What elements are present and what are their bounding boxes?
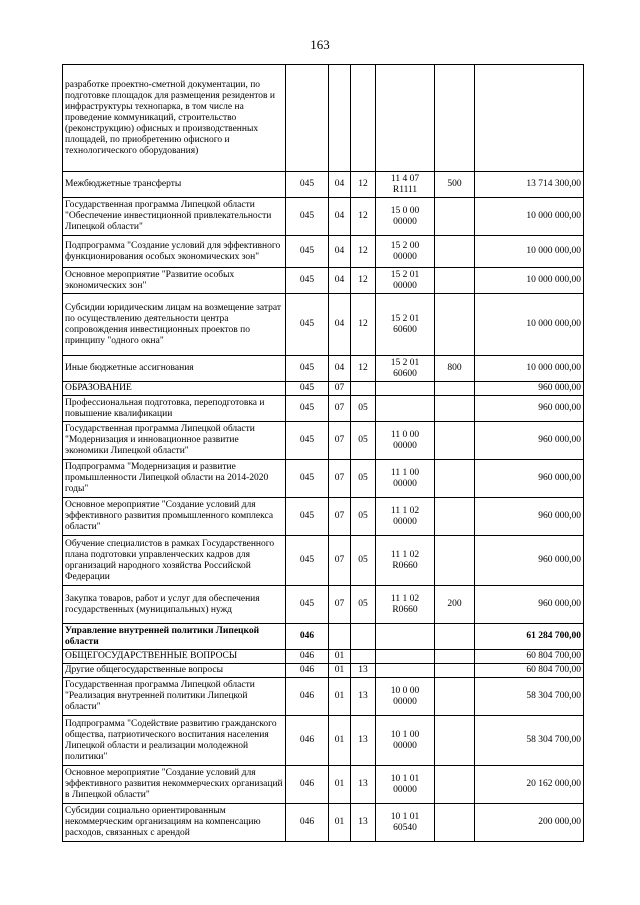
section-code-cell: 01 <box>329 678 351 716</box>
table-row <box>63 356 584 382</box>
table-row <box>63 664 584 678</box>
subsection-code-cell <box>351 650 376 664</box>
amount-cell: 10 000 000,00 <box>475 294 584 356</box>
item-name-cell: Иные бюджетные ассигнования <box>63 356 286 382</box>
grbs-code-cell: 046 <box>286 766 329 804</box>
item-name-cell: Основное мероприятие "Развитие особых экономических зон" <box>63 268 286 294</box>
section-code-cell <box>329 624 351 650</box>
target-article-cell: 11 4 07 R1111 <box>376 172 435 198</box>
item-name-cell: Основное мероприятие "Создание условий для эффективного развития некоммерческих организаций в Липецкой области" <box>63 766 286 804</box>
grbs-code-cell: 045 <box>286 172 329 198</box>
target-article-cell <box>376 65 435 172</box>
amount-cell: 960 000,00 <box>475 586 584 624</box>
item-name-cell: Субсидии юридическим лицам на возмещение затрат по осуществлению деятельности центра сопровождения инвестиционных проектов по принципу "одного окна" <box>63 294 286 356</box>
table-row <box>63 716 584 766</box>
expense-type-cell <box>435 624 475 650</box>
target-article-cell: 10 0 00 00000 <box>376 678 435 716</box>
section-code-cell: 01 <box>329 664 351 678</box>
subsection-code-cell: 12 <box>351 198 376 236</box>
expense-type-cell <box>435 382 475 396</box>
table-row <box>63 172 584 198</box>
grbs-code-cell: 046 <box>286 716 329 766</box>
amount-cell: 10 000 000,00 <box>475 268 584 294</box>
target-article-cell: 15 0 00 00000 <box>376 198 435 236</box>
amount-cell: 10 000 000,00 <box>475 198 584 236</box>
item-name-cell: Закупка товаров, работ и услуг для обеспечения государственных (муниципальных) нужд <box>63 586 286 624</box>
subsection-code-cell: 05 <box>351 498 376 536</box>
expense-type-cell <box>435 650 475 664</box>
item-name-cell: Подпрограмма "Содействие развитию гражданского общества, патриотического воспитания населения Липецкой области и реализации молодежной политики" <box>63 716 286 766</box>
target-article-cell: 15 2 01 00000 <box>376 268 435 294</box>
item-name-cell: Обучение специалистов в рамках Государственного плана подготовки управленческих кадров для организаций народного хозяйства Российской Федерации <box>63 536 286 586</box>
item-name-cell: Государственная программа Липецкой области "Обеспечение инвестиционной привлекательности Липецкой области" <box>63 198 286 236</box>
target-article-cell: 15 2 01 60600 <box>376 294 435 356</box>
subsection-code-cell: 05 <box>351 536 376 586</box>
subsection-code-cell: 12 <box>351 236 376 268</box>
subsection-code-cell: 12 <box>351 294 376 356</box>
item-name-cell: Другие общегосударственные вопросы <box>63 664 286 678</box>
target-article-cell: 15 2 01 60600 <box>376 356 435 382</box>
amount-cell: 60 804 700,00 <box>475 664 584 678</box>
grbs-code-cell: 045 <box>286 236 329 268</box>
target-article-cell: 10 1 01 00000 <box>376 766 435 804</box>
page-number: 163 <box>310 37 330 52</box>
table-row <box>63 396 584 422</box>
table-row <box>63 460 584 498</box>
expense-type-cell: 500 <box>435 172 475 198</box>
subsection-code-cell: 13 <box>351 664 376 678</box>
subsection-code-cell: 05 <box>351 396 376 422</box>
subsection-code-cell: 13 <box>351 804 376 842</box>
item-name-cell: Субсидии социально ориентированным некоммерческим организациям на компенсацию расходов, связанных с арендой <box>63 804 286 842</box>
subsection-code-cell: 05 <box>351 460 376 498</box>
table-row <box>63 536 584 586</box>
table-body <box>63 65 584 842</box>
amount-cell: 960 000,00 <box>475 422 584 460</box>
grbs-code-cell: 046 <box>286 804 329 842</box>
grbs-code-cell: 046 <box>286 650 329 664</box>
subsection-code-cell: 05 <box>351 422 376 460</box>
expense-type-cell <box>435 422 475 460</box>
grbs-code-cell: 045 <box>286 460 329 498</box>
grbs-code-cell: 046 <box>286 678 329 716</box>
subsection-code-cell <box>351 382 376 396</box>
subsection-code-cell: 13 <box>351 766 376 804</box>
table-row <box>63 268 584 294</box>
expense-type-cell: 800 <box>435 356 475 382</box>
amount-cell: 960 000,00 <box>475 498 584 536</box>
expense-type-cell <box>435 268 475 294</box>
budget-table <box>62 64 584 842</box>
section-code-cell: 01 <box>329 766 351 804</box>
expense-type-cell: 200 <box>435 586 475 624</box>
expense-type-cell <box>435 716 475 766</box>
subsection-code-cell: 05 <box>351 586 376 624</box>
target-article-cell: 15 2 00 00000 <box>376 236 435 268</box>
grbs-code-cell: 045 <box>286 586 329 624</box>
target-article-cell: 11 0 00 00000 <box>376 422 435 460</box>
subsection-code-cell: 12 <box>351 268 376 294</box>
item-name-cell: Государственная программа Липецкой области "Модернизация и инновационное развитие экономики Липецкой области" <box>63 422 286 460</box>
item-name-cell: Подпрограмма "Создание условий для эффективного функционирования особых экономических зон" <box>63 236 286 268</box>
item-name-cell: Подпрограмма "Модернизация и развитие промышленности Липецкой области на 2014-2020 годы" <box>63 460 286 498</box>
section-code-cell: 07 <box>329 460 351 498</box>
item-name-cell: Основное мероприятие "Создание условий для эффективного развития промышленного комплекса области" <box>63 498 286 536</box>
target-article-cell <box>376 664 435 678</box>
item-name-cell: Профессиональная подготовка, переподготовка и повышение квалификации <box>63 396 286 422</box>
target-article-cell: 11 1 02 R0660 <box>376 586 435 624</box>
section-code-cell: 01 <box>329 716 351 766</box>
table-row <box>63 766 584 804</box>
expense-type-cell <box>435 294 475 356</box>
subsection-code-cell: 13 <box>351 716 376 766</box>
item-name-cell: ОБЩЕГОСУДАРСТВЕННЫЕ ВОПРОСЫ <box>63 650 286 664</box>
table-row <box>63 294 584 356</box>
grbs-code-cell: 046 <box>286 624 329 650</box>
section-code-cell: 07 <box>329 382 351 396</box>
table-row <box>63 498 584 536</box>
section-code-cell: 07 <box>329 586 351 624</box>
item-name-cell: Управление внутренней политики Липецкой области <box>63 624 286 650</box>
amount-cell: 10 000 000,00 <box>475 356 584 382</box>
grbs-code-cell: 045 <box>286 268 329 294</box>
amount-cell <box>475 65 584 172</box>
amount-cell: 960 000,00 <box>475 396 584 422</box>
table-row <box>63 422 584 460</box>
expense-type-cell <box>435 396 475 422</box>
amount-cell: 960 000,00 <box>475 382 584 396</box>
amount-cell: 960 000,00 <box>475 460 584 498</box>
section-code-cell <box>329 65 351 172</box>
amount-cell: 13 714 300,00 <box>475 172 584 198</box>
amount-cell: 61 284 700,00 <box>475 624 584 650</box>
target-article-cell <box>376 650 435 664</box>
item-name-cell: Государственная программа Липецкой области "Реализация внутренней политики Липецкой области" <box>63 678 286 716</box>
amount-cell: 960 000,00 <box>475 536 584 586</box>
expense-type-cell <box>435 536 475 586</box>
table-row <box>63 198 584 236</box>
amount-cell: 20 162 000,00 <box>475 766 584 804</box>
section-code-cell: 07 <box>329 498 351 536</box>
section-code-cell: 04 <box>329 268 351 294</box>
grbs-code-cell: 045 <box>286 198 329 236</box>
expense-type-cell <box>435 236 475 268</box>
table-row <box>63 586 584 624</box>
table-row <box>63 624 584 650</box>
expense-type-cell <box>435 65 475 172</box>
item-name-cell: ОБРАЗОВАНИЕ <box>63 382 286 396</box>
subsection-code-cell <box>351 65 376 172</box>
expense-type-cell <box>435 766 475 804</box>
amount-cell: 10 000 000,00 <box>475 236 584 268</box>
expense-type-cell <box>435 498 475 536</box>
expense-type-cell <box>435 460 475 498</box>
amount-cell: 60 804 700,00 <box>475 650 584 664</box>
section-code-cell: 04 <box>329 198 351 236</box>
table-row <box>63 382 584 396</box>
table-row <box>63 236 584 268</box>
item-name-cell: Межбюджетные трансферты <box>63 172 286 198</box>
expense-type-cell <box>435 198 475 236</box>
amount-cell: 58 304 700,00 <box>475 678 584 716</box>
section-code-cell: 04 <box>329 236 351 268</box>
amount-cell: 58 304 700,00 <box>475 716 584 766</box>
section-code-cell: 01 <box>329 804 351 842</box>
grbs-code-cell: 046 <box>286 664 329 678</box>
target-article-cell: 10 1 01 60540 <box>376 804 435 842</box>
section-code-cell: 07 <box>329 396 351 422</box>
section-code-cell: 01 <box>329 650 351 664</box>
subsection-code-cell: 13 <box>351 678 376 716</box>
table-row <box>63 650 584 664</box>
amount-cell: 200 000,00 <box>475 804 584 842</box>
target-article-cell <box>376 382 435 396</box>
expense-type-cell <box>435 678 475 716</box>
subsection-code-cell: 12 <box>351 356 376 382</box>
grbs-code-cell: 045 <box>286 422 329 460</box>
section-code-cell: 04 <box>329 294 351 356</box>
section-code-cell: 04 <box>329 356 351 382</box>
target-article-cell: 10 1 00 00000 <box>376 716 435 766</box>
grbs-code-cell: 045 <box>286 356 329 382</box>
section-code-cell: 04 <box>329 172 351 198</box>
grbs-code-cell: 045 <box>286 382 329 396</box>
grbs-code-cell: 045 <box>286 396 329 422</box>
target-article-cell <box>376 396 435 422</box>
section-code-cell: 07 <box>329 536 351 586</box>
section-code-cell: 07 <box>329 422 351 460</box>
subsection-code-cell: 12 <box>351 172 376 198</box>
target-article-cell <box>376 624 435 650</box>
table-row <box>63 678 584 716</box>
subsection-code-cell <box>351 624 376 650</box>
target-article-cell: 11 1 00 00000 <box>376 460 435 498</box>
grbs-code-cell: 045 <box>286 536 329 586</box>
expense-type-cell <box>435 804 475 842</box>
table-row <box>63 804 584 842</box>
target-article-cell: 11 1 02 00000 <box>376 498 435 536</box>
grbs-code-cell: 045 <box>286 498 329 536</box>
target-article-cell: 11 1 02 R0660 <box>376 536 435 586</box>
grbs-code-cell <box>286 65 329 172</box>
grbs-code-cell: 045 <box>286 294 329 356</box>
table-row <box>63 65 584 172</box>
item-name-cell: разработке проектно-сметной документации, по подготовке площадок для размещения резидентов и инфраструктуры технопарка, в том числе на проведение коммуникаций, строительство (реконструкцию) офисных и производственных площадей, по приобретению офисного и технологического оборудования) <box>63 65 286 172</box>
expense-type-cell <box>435 664 475 678</box>
